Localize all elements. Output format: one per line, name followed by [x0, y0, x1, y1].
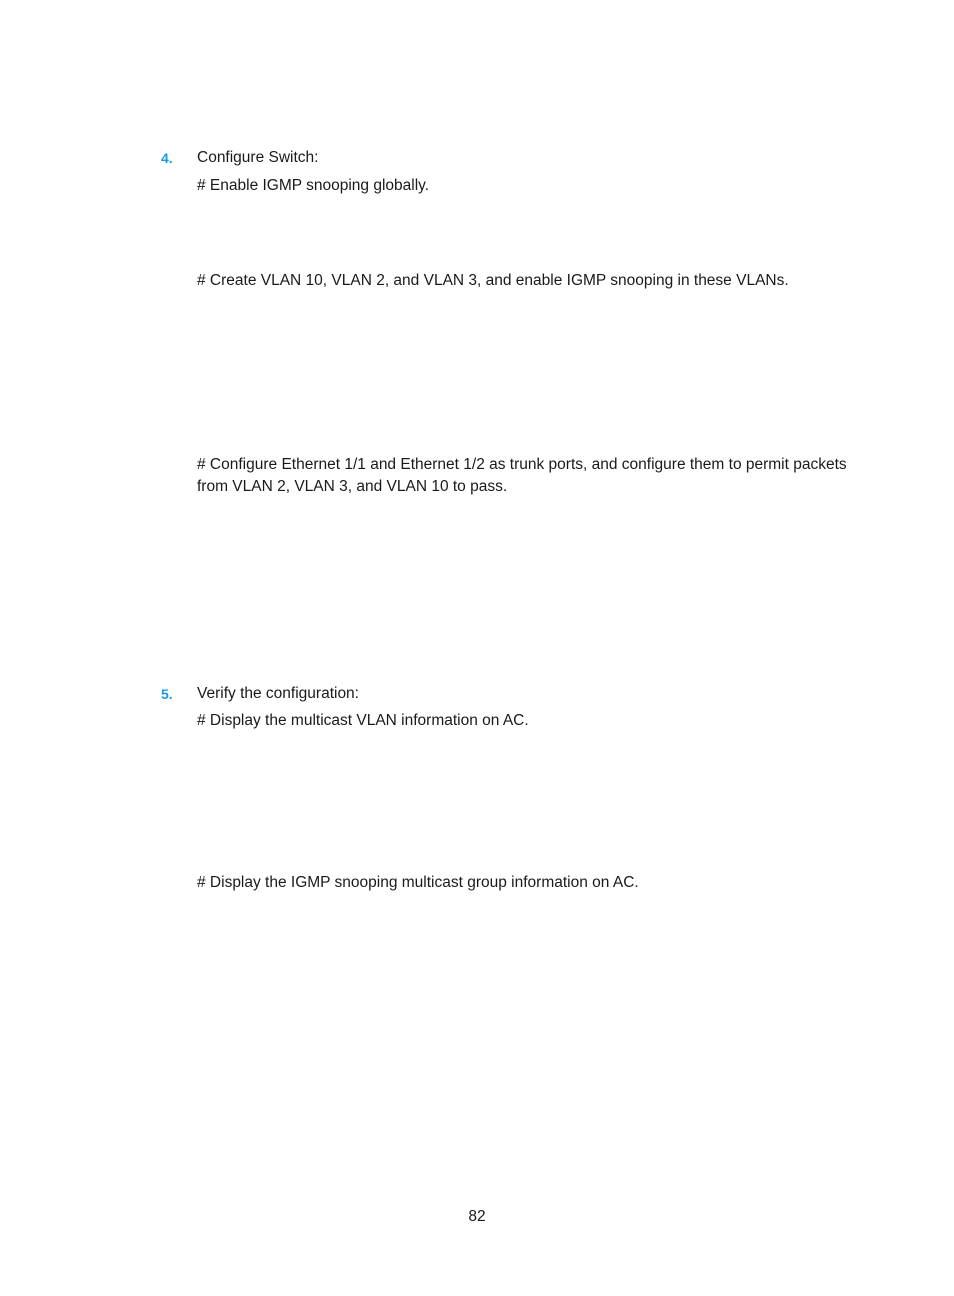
step-title: Verify the configuration: — [197, 685, 359, 702]
step-title: Configure Switch: — [197, 149, 319, 166]
page-number: 82 — [468, 1208, 486, 1225]
step-number: 4. — [161, 150, 173, 166]
comment-line: # Create VLAN 10, VLAN 2, and VLAN 3, and enable IGMP snooping in these VLANs. — [197, 272, 789, 289]
step-number: 5. — [161, 686, 173, 702]
comment-line: # Enable IGMP snooping globally. — [197, 177, 430, 194]
comment-line: # Display the IGMP snooping multicast group information on AC. — [197, 874, 639, 891]
comment-line: # Configure Ethernet 1/1 and Ethernet 1/2 as trunk ports, and configure them to permit packets from VLAN 2, VLAN 3, and VLAN 10 to pass. — [197, 456, 847, 495]
comment-line: # Display the multicast VLAN information on AC. — [197, 712, 529, 729]
